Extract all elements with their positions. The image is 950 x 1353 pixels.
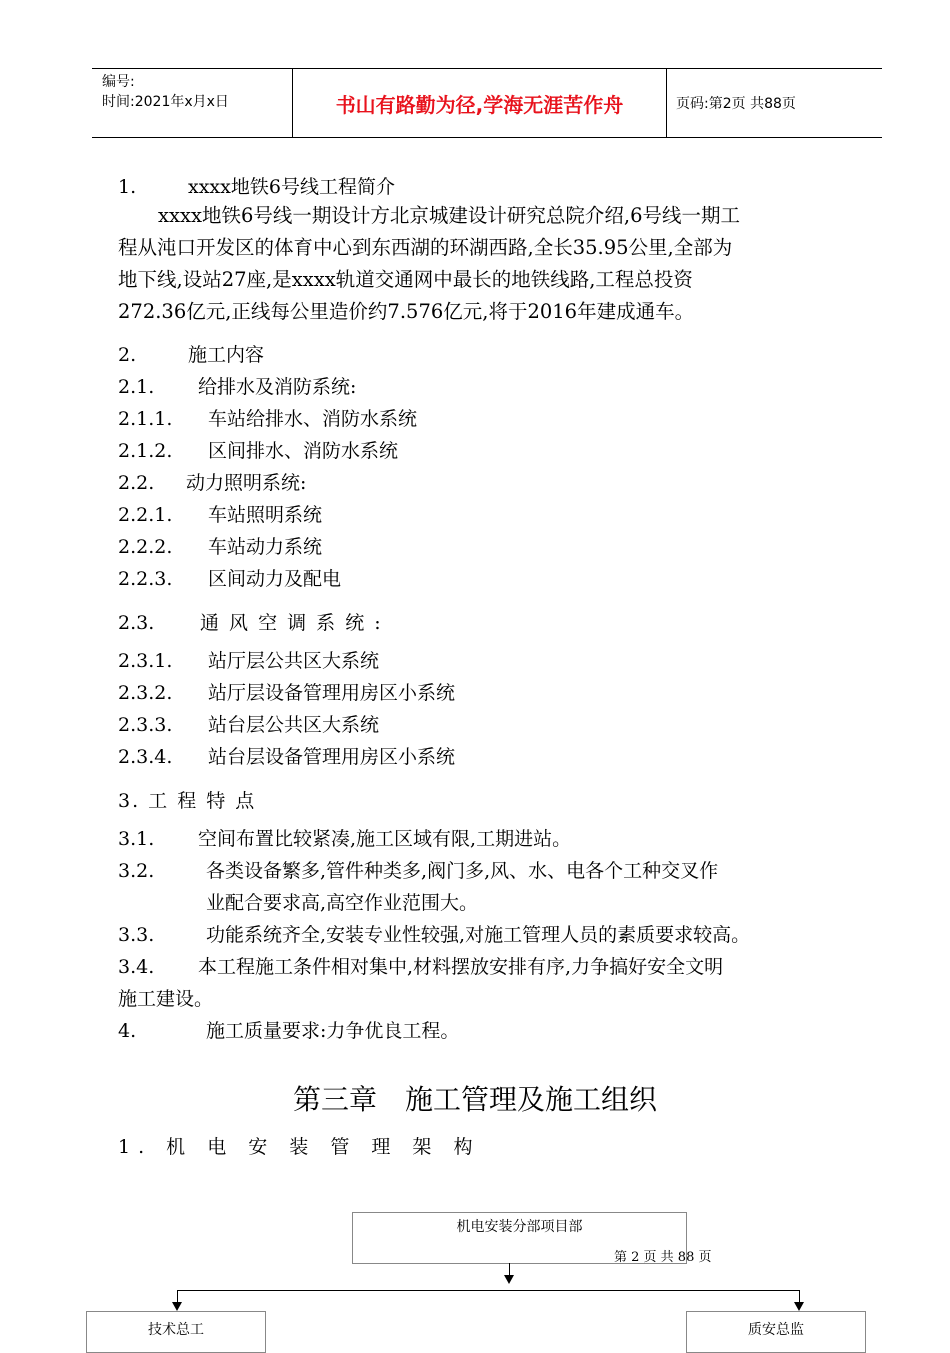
chapter-title: 第三章 施工管理及施工组织: [292, 1083, 657, 1116]
list-item: 2.1.1. 车站给排水、消防水系统: [118, 408, 418, 430]
section1-paragraph: [118, 200, 858, 328]
org-box-label: 质安总监: [748, 1322, 804, 1338]
header-motto-cell: [292, 69, 667, 137]
list-item: 3.4. 本工程施工条件相对集中,材料摆放安排有序,力争搞好安全文明: [118, 956, 724, 978]
org-box-label: 机电安装分部项目部: [456, 1219, 583, 1235]
header-motto: 书山有路勤为径,学海无涯苦作舟: [335, 93, 624, 117]
list-item: 2.3.4. 站台层设备管理用房区小系统: [118, 746, 456, 768]
list-item: 3.2. 各类设备繁多,管件种类多,阀门多,风、水、电各个工种交叉作: [118, 860, 719, 882]
list-item: 2.2. 动力照明系统:: [118, 472, 307, 494]
section1-heading: 1. xxxx地铁6号线工程简介: [118, 176, 395, 198]
org-structure-heading: 1. 机 电 安 装 管 理 架 构: [118, 1136, 481, 1158]
list-item: 3.1. 空间布置比较紧凑,施工区域有限,工期进站。: [118, 828, 572, 850]
section4-item: 4. 施工质量要求:力争优良工程。: [118, 1020, 460, 1042]
connector-line: [177, 1290, 178, 1302]
list-item: 2.2.3. 区间动力及配电: [118, 568, 342, 590]
page-header: [92, 68, 882, 138]
list-item: 3.3. 功能系统齐全,安装专业性较强,对施工管理人员的素质要求较高。: [118, 924, 751, 946]
para-line: 程从沌口开发区的体育中心到东西湖的环湖西路,全长35.95公里,全部为: [118, 236, 733, 259]
connector-line: [799, 1290, 800, 1302]
section2-heading: 2. 施工内容: [118, 344, 265, 366]
list-item: 2.2.1. 车站照明系统: [118, 504, 323, 526]
doc-time-label: 时间:2021年x月x日: [102, 94, 229, 110]
para-line: xxxx地铁6号线一期设计方北京城建设计研究总院介绍,6号线一期工: [158, 204, 741, 227]
header-info-cell: [92, 69, 292, 137]
header-page-cell: [666, 69, 882, 137]
list-item-continuation: 施工建设。: [118, 988, 214, 1010]
connector-line: [509, 1263, 510, 1275]
connector-line: [177, 1290, 800, 1291]
section3-heading: 3. 工 程 特 点: [118, 790, 257, 812]
list-item: 2.3.1. 站厅层公共区大系统: [118, 650, 380, 672]
list-item: 2.1. 给排水及消防系统:: [118, 376, 357, 398]
org-box-label: 技术总工: [148, 1322, 204, 1338]
header-page-label: 页码:第2页 共88页: [676, 96, 796, 112]
list-item: 2.3.3. 站台层公共区大系统: [118, 714, 380, 736]
arrow-down-icon: [172, 1302, 182, 1311]
list-item: 2.3.2. 站厅层设备管理用房区小系统: [118, 682, 456, 704]
org-box-tech-chief: [86, 1311, 266, 1353]
page-footer: 第 2 页 共 88 页: [614, 1250, 712, 1265]
arrow-down-icon: [794, 1302, 804, 1311]
list-item-continuation: 业配合要求高,高空作业范围大。: [206, 892, 479, 914]
org-box-quality-safety: [686, 1311, 866, 1353]
para-line: 地下线,设站27座,是xxxx轨道交通网中最长的地铁线路,工程总投资: [118, 268, 693, 291]
list-item: 2.3. 通 风 空 调 系 统 :: [118, 612, 383, 634]
list-item: 2.1.2. 区间排水、消防水系统: [118, 440, 399, 462]
arrow-down-icon: [504, 1275, 514, 1284]
para-line: 272.36亿元,正线每公里造价约7.576亿元,将于2016年建成通车。: [118, 300, 695, 323]
doc-number-label: 编号:: [102, 74, 135, 90]
list-item: 2.2.2. 车站动力系统: [118, 536, 323, 558]
